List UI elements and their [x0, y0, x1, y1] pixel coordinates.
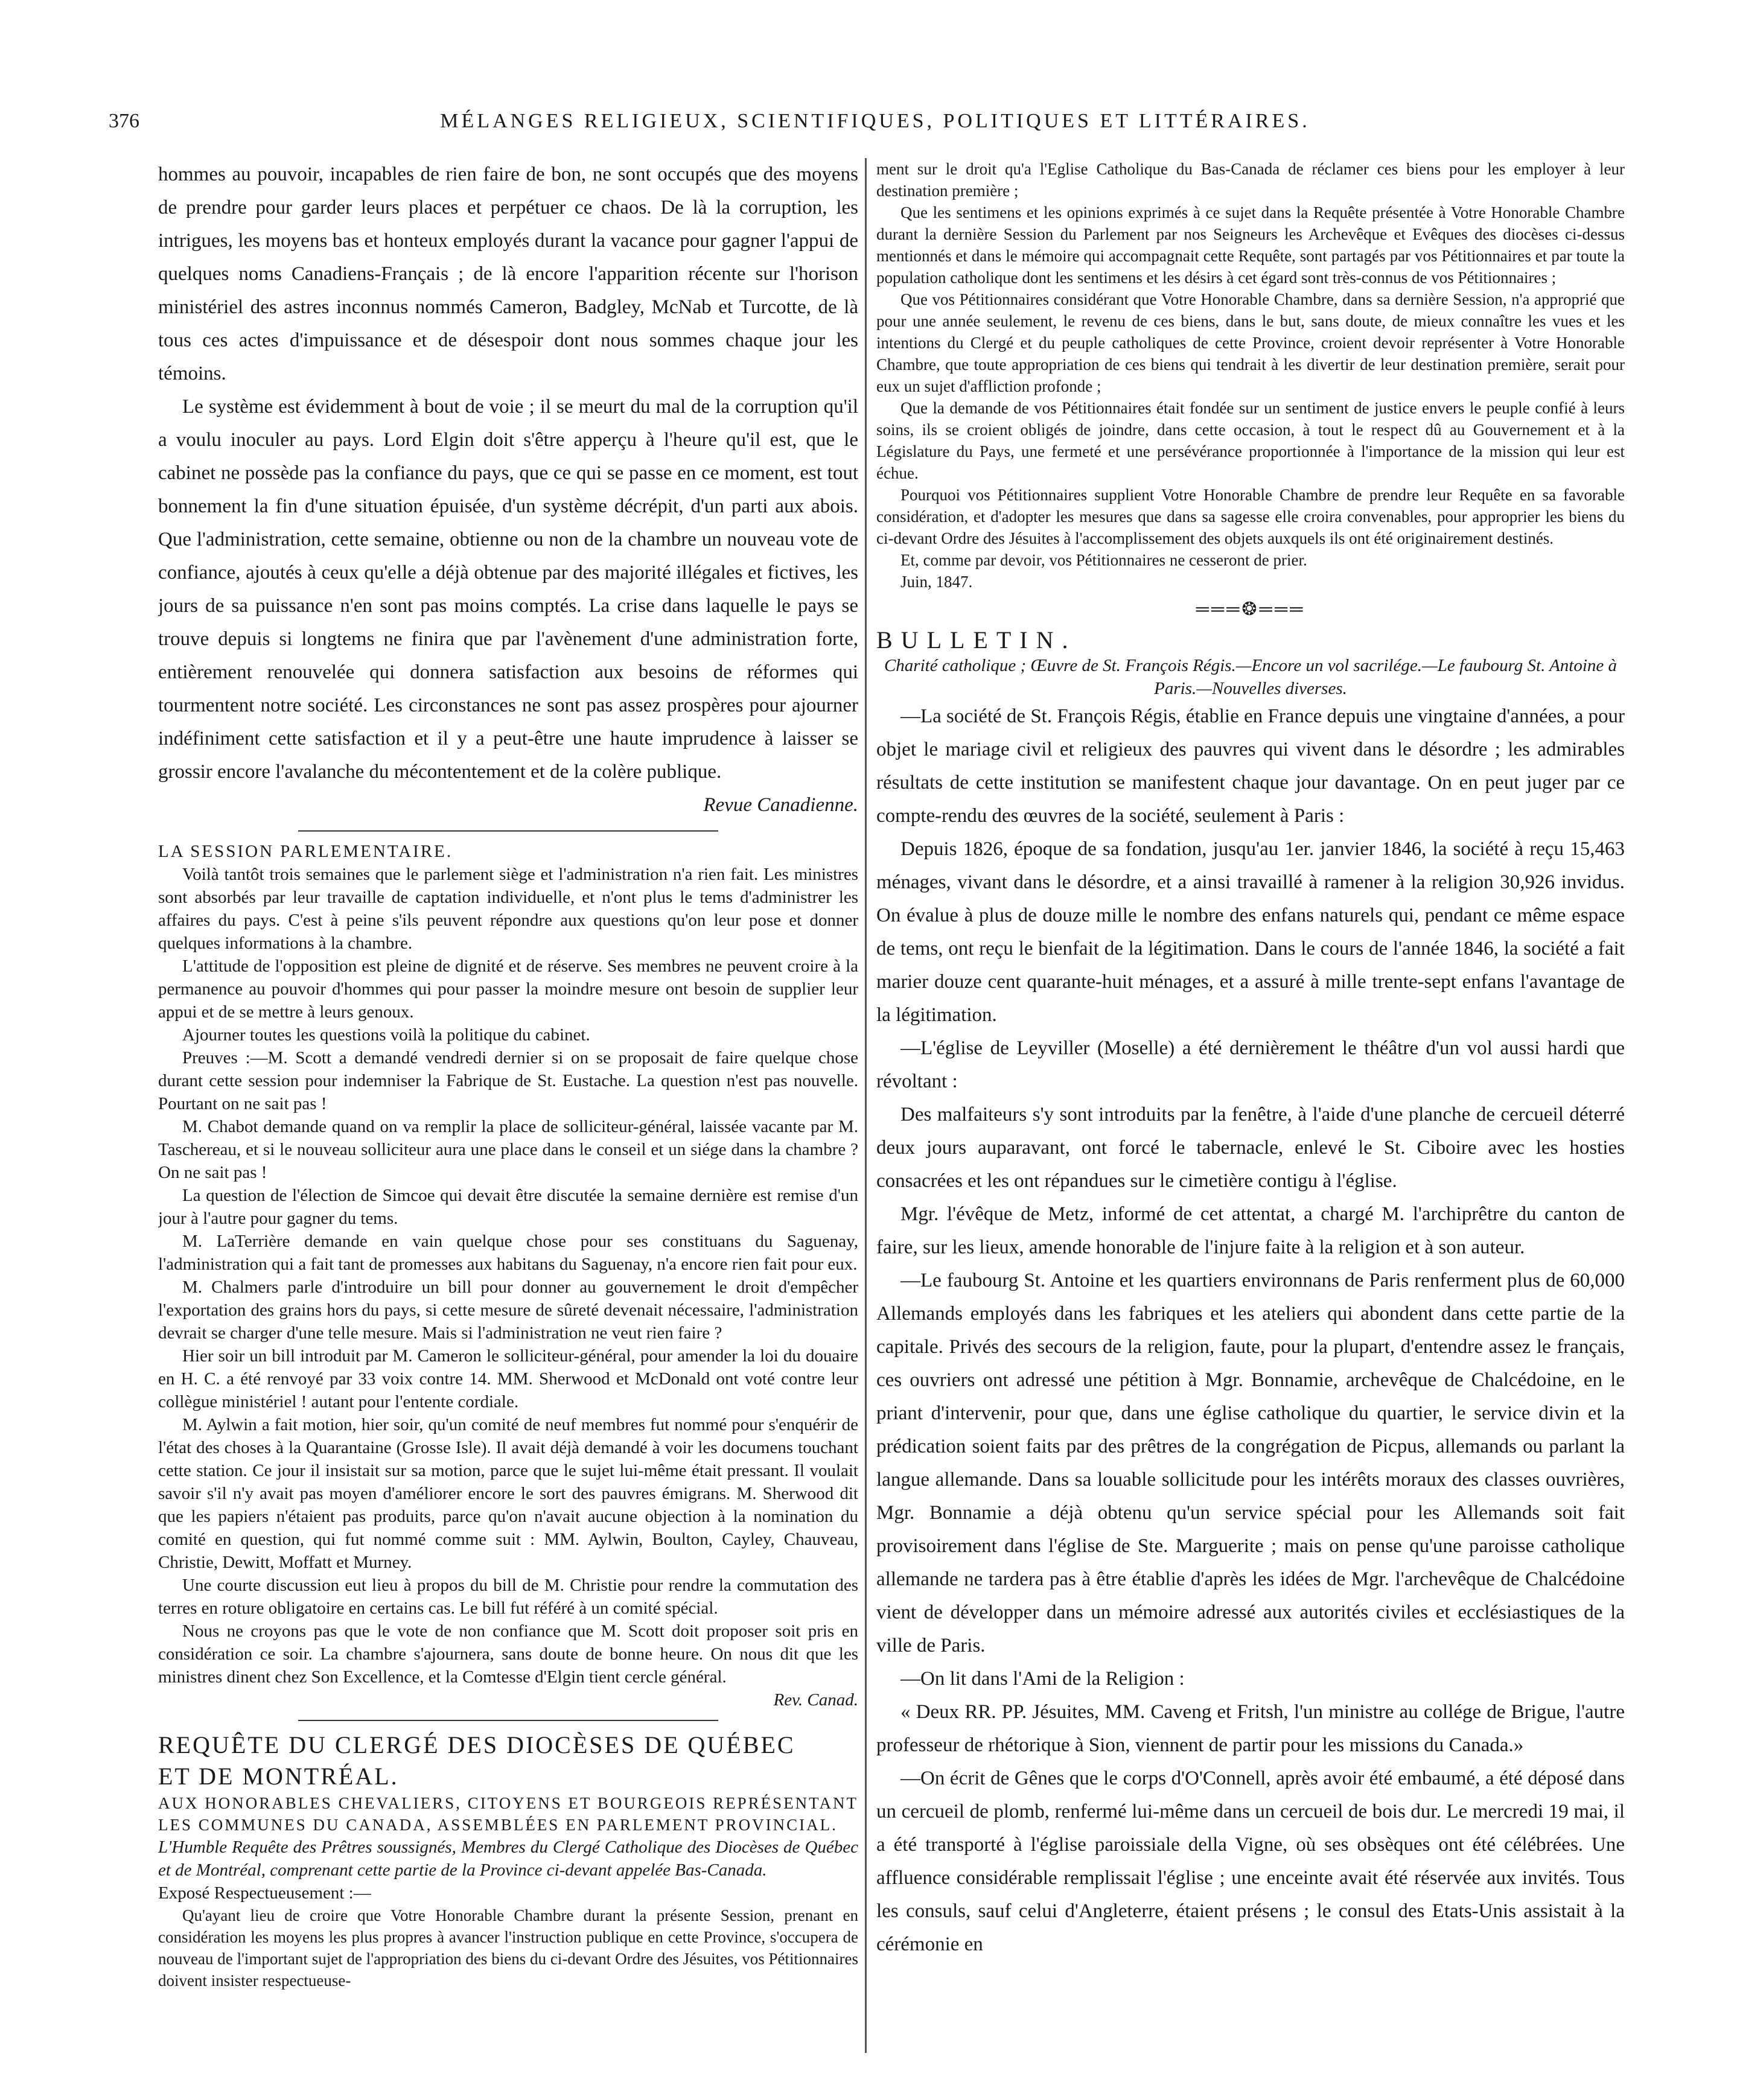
section-title: LA SESSION PARLEMENTAIRE.	[158, 842, 453, 861]
column-divider	[865, 158, 867, 2053]
bulletin-summary: Charité catholique ; Œuvre de St. François Régis.—Encore un vol sacrilége.—Le faubourg St. Antoine à Paris.—Nouvelles diverses.	[884, 656, 1617, 698]
article-paragraph: Preuves :—M. Scott a demandé vendredi dernier si on se proposait de faire quelque chose durant cette session pour indemniser la Fabrique de St. Eustache. La question n'est pas nouvelle. Pourtant on ne sait pas !	[158, 1048, 858, 1113]
left-column	[158, 158, 858, 2077]
article-paragraph: hommes au pouvoir, incapables de rien faire de bon, ne sont occupés que des moyens de prendre pour garder leurs places et perpétuer ce chaos. De là la corruption, les intrigues, les moyens bas et honteux employés durant la vacance pour gagner l'appui de quelques noms Canadiens-Français ; de là encore l'apparition récente sur l'horison ministériel des astres inconnus nommés Cameron, Badgley, McNab et Turcotte, de là tous ces actes d'impuissance et de désespoir dont nous sommes chaque jour les témoins.	[158, 164, 858, 384]
article-paragraph: Nous ne croyons pas que le vote de non confiance que M. Scott doit proposer soit pris en considération ce soir. La chambre s'ajournera, sans doute de bonne heure. On nous dit que les ministres dinent chez Son Excellence, et la Comtesse d'Elgin tient cercle général.	[158, 1621, 858, 1687]
article-paragraph: Ajourner toutes les questions voilà la politique du cabinet.	[182, 1025, 590, 1045]
article-paragraph: M. Chalmers parle d'introduire un bill pour donner au gouvernement le droit d'empêcher l'exportation des grains hors du pays, si cette mesure de sûreté devenait nécessaire, l'administration devrait se charger d'une telle mesure. Mais si l'administration ne veut rien faire ?	[158, 1278, 858, 1343]
article-paragraph: Une courte discussion eut lieu à propos du bill de M. Christie pour rendre la commutation des terres en roture obligatoire en certains cas. Le bill fut référé à un comité spécial.	[158, 1576, 858, 1618]
petition-intro: L'Humble Requête des Prêtres soussignés, Membres du Clergé Catholique des Diocèses de Québec et de Montréal, comprenant cette partie de la Province ci-devant appelée Bas-Canada.	[158, 1838, 858, 1880]
petition-expose: Exposé Respectueusement :—	[158, 1883, 371, 1903]
petition-title: ET DE MONTRÉAL.	[158, 1763, 399, 1790]
bulletin-title: BULLETIN.	[876, 626, 1077, 654]
article-paragraph: Le système est évidemment à bout de voie ; il se meurt du mal de la corruption qu'il a voulu inoculer au pays. Lord Elgin doit s'être apperçu à l'heure qu'il est, que le cabinet ne possède pas la confiance du pays, que ce qui se passe en ce moment, est tout bonnement la fin d'une situation épuisée, d'un système décrépit, d'un parti aux abois. Que l'administration, cette semaine, obtienne ou non de la chambre un nouveau vote de confiance, ajoutés à ceux qu'elle a déjà obtenue par des majorité illégales et fictives, les jours de sa puissance n'en sont pas moins comptés. La crise dans laquelle le pays se trouve depuis si longtems ne finira que par l'avènement d'une administration forte, entièrement renouvelée qui donnera satisfaction aux besoins de réformes qui tourmentent notre société. Les circonstances ne sont pas assez prospères pour ajourner indéfiniment cette satisfaction et il y a peut-être une haute imprudence à laisser se grossir encore l'avalanche du mécontentement et de la colère publique.	[158, 396, 858, 783]
ornament-divider: ═══❂═══	[1196, 599, 1305, 619]
right-column	[876, 158, 1625, 2077]
page-header	[109, 110, 1642, 146]
article-paragraph: La question de l'élection de Simcoe qui devait être discutée la semaine dernière est remise d'un jour à l'autre pour gagner du tems.	[158, 1186, 858, 1228]
bulletin-paragraph: —On écrit de Gênes que le corps d'O'Connell, après avoir été embaumé, a été déposé dans un cercueil de plomb, renfermé lui-même dans un cercueil de bois dur. Le mercredi 19 mai, il a été transporté à l'église paroissiale della Vigne, où ses obsèques ont été célébrées. Une affluence considérable remplissait l'église ; une enceinte avait été réservée aux invités. Tous les consuls, sauf celui d'Angleterre, étaient présens ; le consul des Etats-Unis assistait à la cérémonie en	[876, 1768, 1625, 1955]
petition-paragraph: Qu'ayant lieu de croire que Votre Honorable Chambre durant la présente Session, prenant en considération les moyens les plus propres à avancer l'instruction publique en cette Province, s'occupera de nouveau de l'important sujet de l'appropriation des biens du ci-devant Ordre des Jésuites, vos Pétitionnaires doivent insister respectueuse-	[158, 1906, 858, 1990]
article-source: Rev. Canad.	[773, 1690, 858, 1710]
petition-paragraph: Et, comme par devoir, vos Pétitionnaires ne cesseront de prier.	[900, 551, 1307, 569]
section-divider	[298, 1720, 718, 1721]
petition-paragraph: ment sur le droit qu'a l'Eglise Catholique du Bas-Canada de réclamer ces biens pour les employer à leur destination première ;	[876, 160, 1625, 200]
page-number: 376	[109, 110, 139, 132]
article-paragraph: M. Aylwin a fait motion, hier soir, qu'un comité de neuf membres fut nommé pour s'enquérir de l'état des choses à la Quarantaine (Grosse Isle). Il avait déjà demandé à voir les documens touchant cette station. Ce jour il insistait sur sa motion, parce que le sujet lui-même était pressant. Il voulait savoir s'il n'y avait pas moyen d'améliorer encore le sort des pauvres émigrans. M. Sherwood dit que les papiers n'étaient pas produits, parce qu'on n'avait aucune objection à la nomination du comité en question, qui fut nommé comme suit : MM. Aylwin, Boulton, Cayley, Chauveau, Christie, Dewitt, Moffatt et Murney.	[158, 1415, 858, 1572]
article-paragraph: M. LaTerrière demande en vain quelque chose pour ses constituans du Saguenay, l'administration qui a fait tant de promesses aux habitans du Saguenay, n'a encore rien fait pour eux.	[158, 1232, 858, 1274]
running-title: MÉLANGES RELIGIEUX, SCIENTIFIQUES, POLITIQUES ET LITTÉRAIRES.	[440, 110, 1310, 132]
bulletin-paragraph: Des malfaiteurs s'y sont introduits par la fenêtre, à l'aide d'une planche de cercueil déterré deux jours auparavant, ont forcé le tabernacle, enlevé le St. Ciboire avec les hosties consacrées et les ont répandues sur le cimetière contigu à l'église.	[876, 1104, 1625, 1192]
bulletin-paragraph: —L'église de Leyviller (Moselle) a été dernièrement le théâtre d'un vol aussi hardi que révoltant :	[876, 1037, 1625, 1092]
article-paragraph: M. Chabot demande quand on va remplir la place de solliciteur-général, laissée vacante par M. Taschereau, et si le nouveau solliciteur aura une place dans le conseil et un siége dans la chambre ? On ne sait pas !	[158, 1117, 858, 1182]
petition-paragraph: Que la demande de vos Pétitionnaires était fondée sur un sentiment de justice envers le peuple confié à leurs soins, ils se croient obligés de joindre, dans cette occasion, à tout le respect dû au Gouvernement et à la Législature du Pays, une fermeté et une persévérance proportionnée à l'importance de la mission qui leur est échue.	[876, 399, 1625, 482]
bulletin-paragraph: —Le faubourg St. Antoine et les quartiers environnans de Paris renferment plus de 60,000 Allemands employés dans les fabriques et les ateliers qui abondent dans cette partie de la capitale. Privés des secours de la religion, faute, pour la plupart, d'entendre assez le français, ces ouvriers ont adressé une pétition à Mgr. Bonnamie, archevêque de Chalcédoine, en le priant d'intervenir, pour que, dans une église catholique du quartier, le service divin et la prédication soient faits par des prêtres de la congrégation de Picpus, allemands ou parlant la langue allemande. Dans sa louable sollicitude pour les intérêts moraux des classes ouvrières, Mgr. Bonnamie a déjà obtenu qu'un service spécial pour les Allemands soit fait provisoirement dans l'église de Ste. Marguerite ; mais on pense qu'une paroisse catholique allemande ne tardera pas à être établie d'après les idées de Mgr. l'archevêque de Chalcédoine vient de développer dans un mémoire adressé aux autorités civiles et ecclésiastiques de la ville de Paris.	[876, 1270, 1625, 1656]
article-source: Revue Canadienne.	[703, 794, 858, 816]
petition-date: Juin, 1847.	[900, 573, 973, 591]
article-paragraph: L'attitude de l'opposition est pleine de dignité et de réserve. Ses membres ne peuvent croire à la permanence au pouvoir d'hommes qui pour passer la moindre mesure ont besoin de supplier leur appui et de se mettre à leurs genoux.	[158, 956, 858, 1022]
petition-paragraph: Que vos Pétitionnaires considérant que Votre Honorable Chambre, dans sa dernière Session, n'a approprié que pour une année seulement, le revenu de ces biens, dans le but, sans doute, de mieux connaître les vues et les intentions du Clergé et du peuple catholiques de cette Province, croient devoir représenter à Votre Honorable Chambre, que toute appropriation de ces biens qui tendrait à les divertir de leur destination première, serait pour eux un sujet d'affliction profonde ;	[876, 290, 1625, 395]
bulletin-paragraph: —On lit dans l'Ami de la Religion :	[900, 1668, 1185, 1690]
bulletin-paragraph: Depuis 1826, époque de sa fondation, jusqu'au 1er. janvier 1846, la société à reçu 15,463 ménages, vivant dans le désordre, et a ainsi travaillé à ramener à la religion 30,926 invidus. On évalue à plus de douze mille le nombre des enfans naturels qui, pendant ce même espace de tems, ont reçu le bienfait de la légitimation. Dans le cours de l'année 1846, la société a fait marier douze cent quarante-huit ménages, et a assuré à mille trente-sept enfans l'avantage de la légitimation.	[876, 838, 1625, 1026]
petition-address: AUX HONORABLES CHEVALIERS, CITOYENS ET BOURGEOIS REPRÉSENTANT LES COMMUNES DU CANADA, ASSEMBLÉES EN PARLEMENT PROVINCIAL.	[158, 1794, 858, 1834]
petition-title: REQUÊTE DU CLERGÉ DES DIOCÈSES DE QUÉBEC	[158, 1731, 795, 1758]
article-paragraph: Hier soir un bill introduit par M. Cameron le solliciteur-général, pour amender la loi du douaire en H. C. a été renvoyé par 33 voix contre 14. MM. Sherwood et McDonald ont voté contre leur collègue ministériel ! autant pour l'entente cordiale.	[158, 1346, 858, 1411]
petition-paragraph: Pourquoi vos Pétitionnaires supplient Votre Honorable Chambre de prendre leur Requête en sa favorable considération, et d'adopter les mesures que dans sa sagesse elle croira convenables, pour approprier les biens du ci-devant Ordre des Jésuites à l'accomplissement des objets auxquels ils ont été originairement destinés.	[876, 486, 1625, 547]
bulletin-paragraph: Mgr. l'évêque de Metz, informé de cet attentat, a chargé M. l'archiprêtre du canton de faire, sur les lieux, amende honorable de l'injure faite à la religion et à son auteur.	[876, 1203, 1625, 1258]
petition-paragraph: Que les sentimens et les opinions exprimés à ce sujet dans la Requête présentée à Votre Honorable Chambre durant la dernière Session du Parlement par nos Seigneurs les Archevêque et Evêques des diocèses ci-dessus mentionnés et dans le mémoire qui accompagnait cette Requête, sont partagés par vos Pétitionnaires et par toute la population catholique dont les sentimens et les désirs à cet égard sont très-connus de vos Pétitionnaires ;	[876, 203, 1625, 287]
section-divider	[298, 830, 718, 832]
bulletin-paragraph: « Deux RR. PP. Jésuites, MM. Caveng et Fritsh, l'un ministre au collége de Brigue, l'autre professeur de rhétorique à Sion, viennent de partir pour les missions du Canada.»	[876, 1701, 1625, 1756]
bulletin-paragraph: —La société de St. François Régis, établie en France depuis une vingtaine d'années, a pour objet le mariage civil et religieux des pauvres qui vivent dans le désordre ; les admirables résultats de cette institution se manifestent chaque jour davantage. On en peut juger par ce compte-rendu des œuvres de la société, seulement à Paris :	[876, 705, 1625, 827]
article-paragraph: Voilà tantôt trois semaines que le parlement siège et l'administration n'a rien fait. Les ministres sont absorbés par leur travaille de captation individuelle, et n'ont plus le tems d'administrer les affaires du pays. C'est à peine s'ils peuvent répondre aux questions qu'on leur pose et donner quelques informations à la chambre.	[158, 865, 858, 953]
